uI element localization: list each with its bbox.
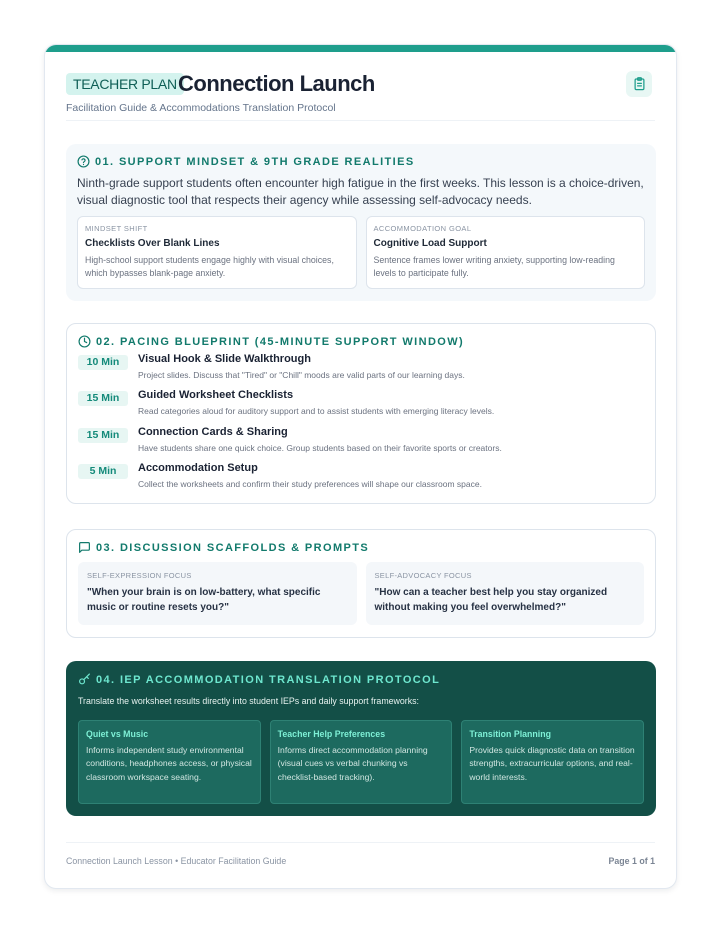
- pacing-title: Connection Cards & Sharing: [138, 425, 288, 438]
- section-intro: Ninth-grade support students often encounter high fatigue in the first weeks. This lesson is a choice-driven, visual diagnostic tool that respects their agency while assessing self-advocacy needs.: [77, 176, 644, 207]
- footer-left-text: Connection Launch Lesson • Educator Facilitation Guide: [66, 856, 287, 866]
- section-heading: [78, 335, 644, 348]
- pacing-title: Accommodation Setup: [138, 461, 258, 474]
- section-heading: [78, 673, 644, 686]
- card-body: Provides quick diagnostic data on transition strengths, extracurricular options, and real-world interests.: [469, 745, 635, 782]
- help-circle-icon: [77, 155, 90, 168]
- clipboard-button[interactable]: [626, 71, 652, 97]
- card-title: Quiet vs Music: [86, 729, 149, 739]
- pacing-list: [78, 351, 644, 496]
- clipboard-icon: [632, 76, 647, 92]
- time-badge: 10 Min: [78, 355, 128, 370]
- pacing-row: [78, 460, 644, 496]
- support-mindset-section: [66, 144, 656, 301]
- accent-top-bar: [45, 45, 676, 52]
- transition-planning-card: [461, 720, 644, 804]
- pacing-desc: Have students share one quick choice. Group students based on their favorite sports or creators.: [138, 442, 502, 453]
- quiet-vs-music-card: [78, 720, 261, 804]
- mindset-shift-card: [77, 216, 357, 289]
- prompt-eyebrow: SELF-ADVOCACY FOCUS: [374, 571, 472, 580]
- page-header: [66, 71, 655, 121]
- pacing-desc: Project slides. Discuss that "Tired" or "Chill" moods are valid parts of our learning days.: [138, 370, 465, 380]
- card-title: Transition Planning: [469, 729, 551, 739]
- chat-bubble-icon: [78, 541, 91, 554]
- section-heading: [77, 155, 645, 168]
- pacing-row: [78, 424, 644, 460]
- section-heading: [78, 541, 644, 554]
- prompt-eyebrow: SELF-EXPRESSION FOCUS: [87, 571, 192, 580]
- card-body: Informs independent study environmental conditions, headphones access, or physical classroom workspace seating.: [86, 745, 252, 782]
- pacing-title: Visual Hook & Slide Walkthrough: [138, 353, 311, 365]
- pacing-desc: Collect the worksheets and confirm their study preferences will shape our classroom space.: [138, 478, 482, 489]
- page-subtitle: Facilitation Guide & Accommodations Translation Protocol: [66, 102, 336, 114]
- pacing-title: Guided Worksheet Checklists: [138, 389, 294, 402]
- time-badge: 5 Min: [78, 464, 128, 479]
- lesson-plan-page: [44, 44, 677, 889]
- key-icon: [78, 673, 91, 686]
- section-heading-text: 01. SUPPORT MINDSET & 9TH GRADE REALITIES: [95, 155, 415, 168]
- pacing-row: [78, 351, 644, 387]
- card-body: High-school support students engage highly with visual choices, which bypasses blank-page anxiety.: [85, 255, 334, 278]
- page-footer: [66, 842, 655, 870]
- card-title: Cognitive Load Support: [373, 238, 487, 249]
- card-eyebrow: MINDSET SHIFT: [85, 224, 148, 233]
- card-title: Checklists Over Blank Lines: [85, 238, 220, 249]
- section-heading-text: 04. IEP ACCOMMODATION TRANSLATION PROTOCOL: [96, 673, 441, 686]
- card-body: Informs direct accommodation planning (visual cues vs verbal chunking vs checklist-based tracking).: [277, 745, 428, 782]
- prompt-text: "How can a teacher best help you stay organized without making you feel overwhelmed?": [374, 587, 608, 613]
- iep-protocol-section: [66, 661, 656, 816]
- card-body: Sentence frames lower writing anxiety, supporting low-reading levels to participate fully.: [373, 255, 615, 278]
- teacher-help-card: [270, 720, 453, 804]
- section-heading-text: 02. PACING BLUEPRINT (45-MINUTE SUPPORT WINDOW): [96, 335, 465, 348]
- time-badge: 15 Min: [78, 391, 128, 406]
- clock-icon: [78, 335, 91, 348]
- prompt-text: "When your brain is on low-battery, what specific music or routine resets you?": [87, 587, 321, 613]
- discussion-scaffolds-section: [66, 529, 656, 638]
- page-title: Connection Launch: [178, 71, 375, 96]
- section-heading-text: 03. DISCUSSION SCAFFOLDS & PROMPTS: [96, 541, 370, 554]
- card-eyebrow: ACCOMMODATION GOAL: [373, 224, 472, 233]
- self-advocacy-prompt: [366, 562, 645, 625]
- teacher-plan-tag: TEACHER PLAN: [66, 73, 184, 95]
- time-badge: 15 Min: [78, 428, 128, 443]
- accommodation-goal-card: [366, 216, 646, 289]
- page-number: Page 1 of 1: [608, 856, 655, 866]
- pacing-row: [78, 387, 644, 423]
- pacing-desc: Read categories aloud for auditory support and to assist students with emerging literacy levels.: [138, 406, 495, 417]
- pacing-blueprint-section: [66, 323, 656, 504]
- self-expression-prompt: [78, 562, 357, 625]
- section-intro: Translate the worksheet results directly into student IEPs and daily support frameworks:: [78, 696, 419, 706]
- card-title: Teacher Help Preferences: [277, 729, 386, 739]
